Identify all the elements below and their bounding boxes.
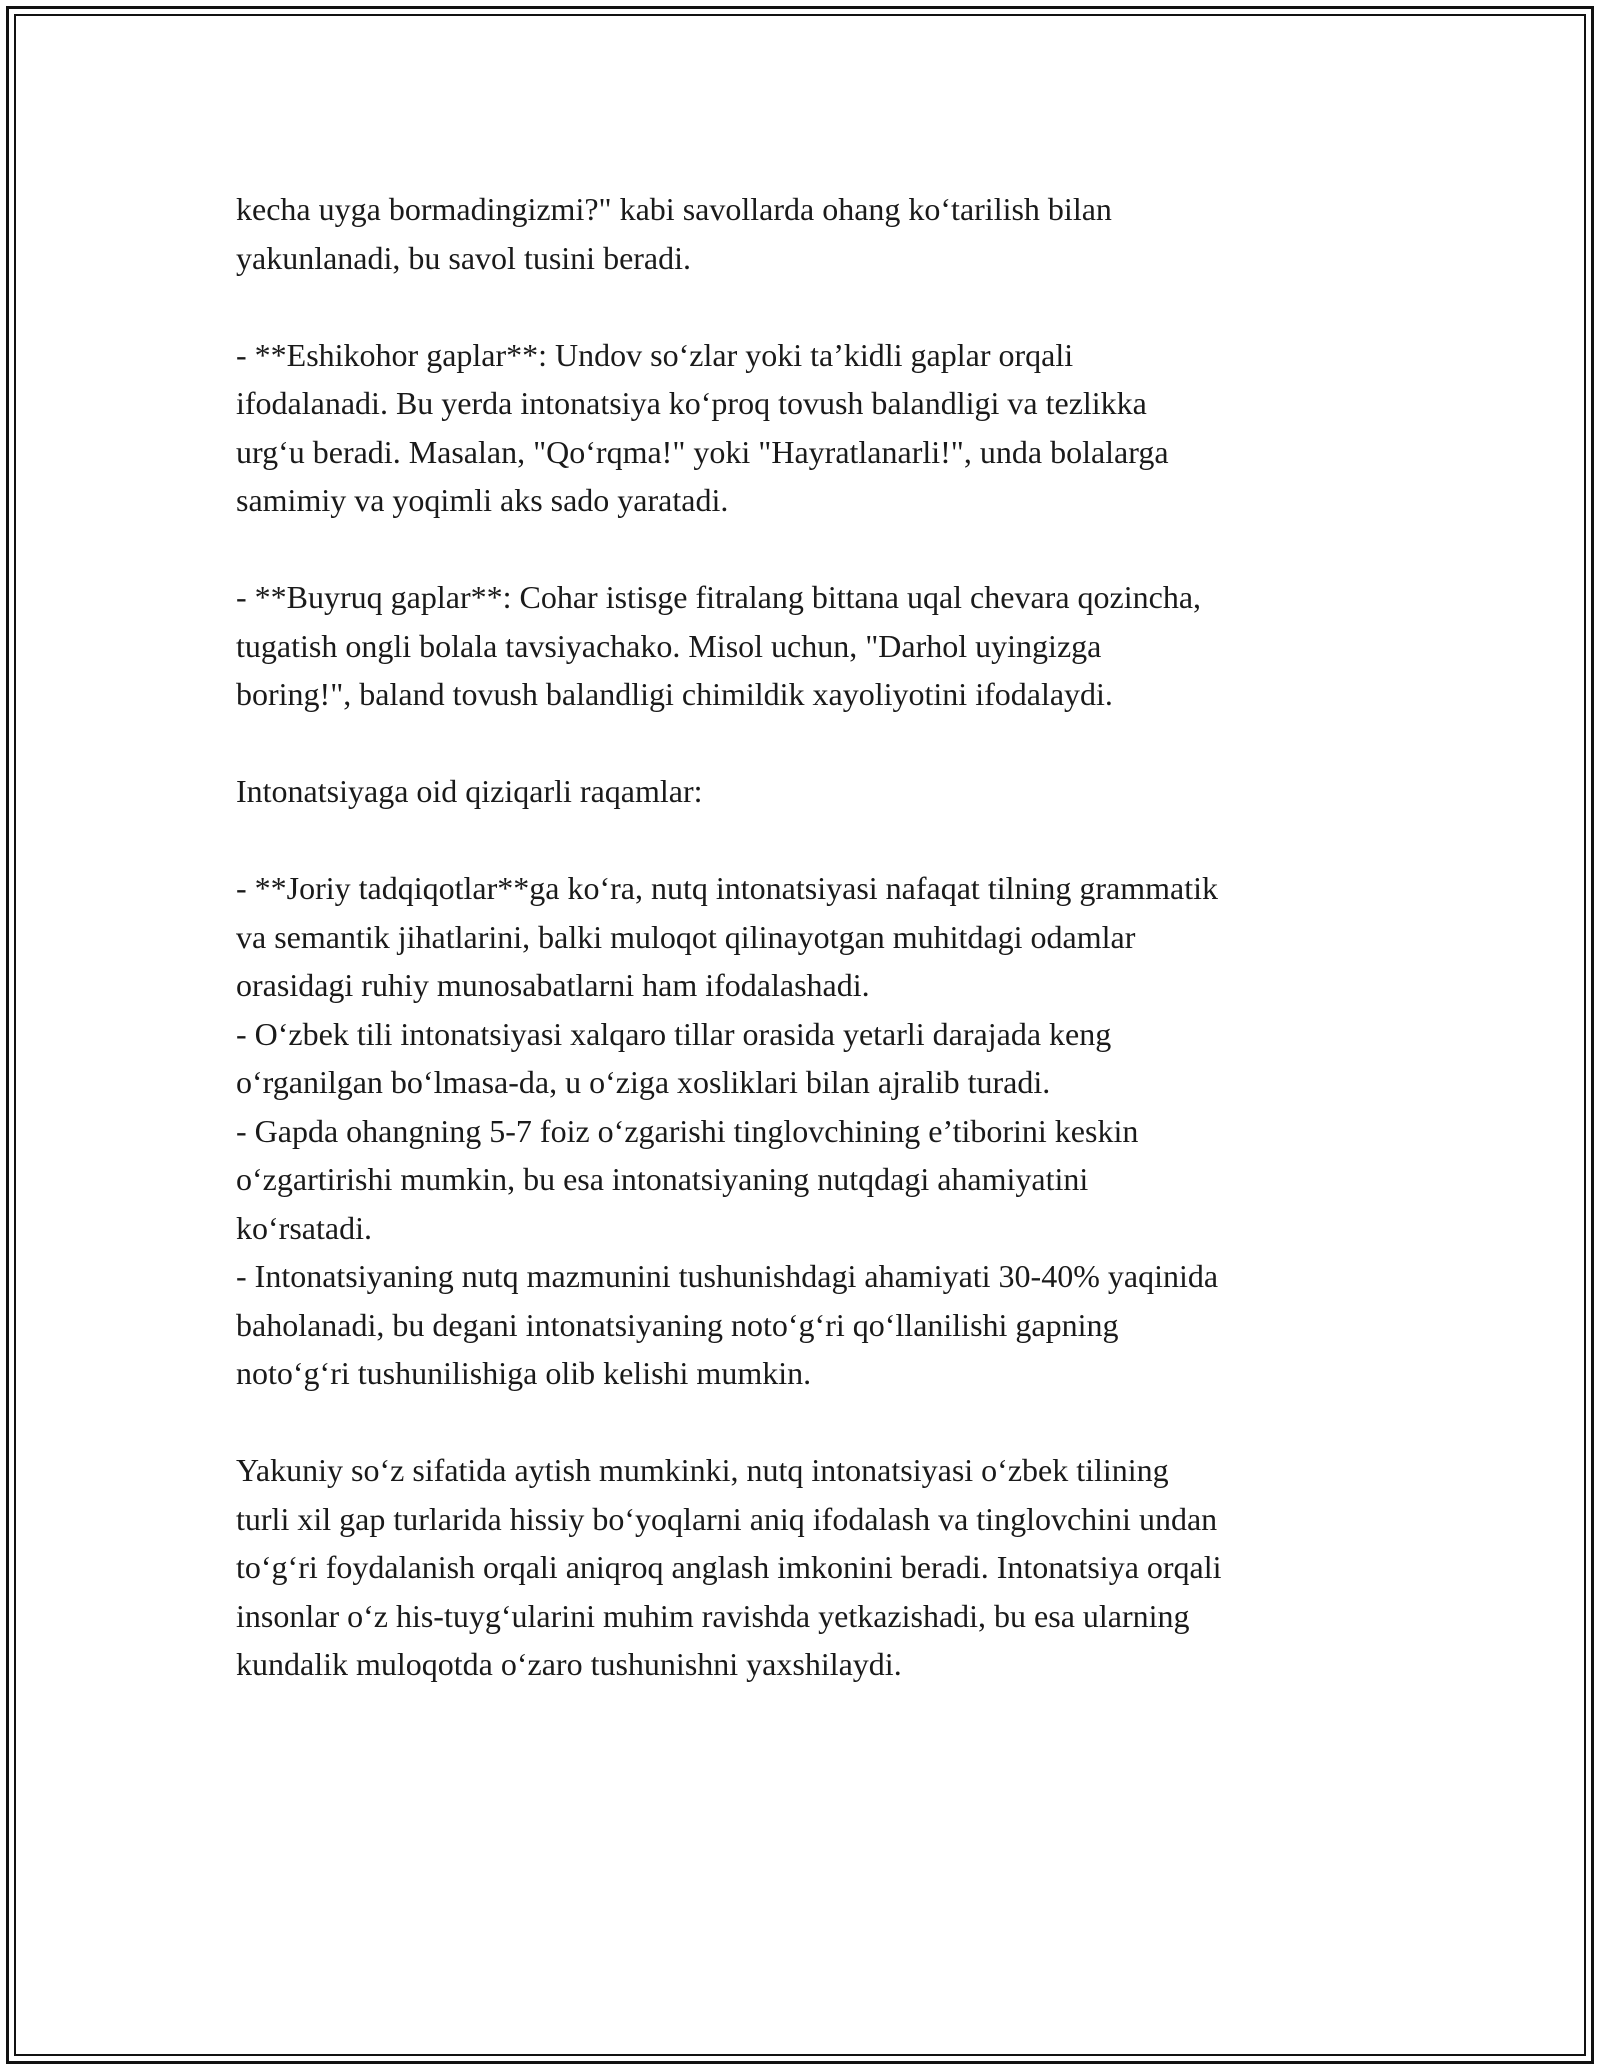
- text-line: ifodalanadi. Bu yerda intonatsiya ko‘proq tovush balandligi va tezlikka: [236, 385, 1147, 421]
- paragraph: [236, 1446, 1386, 1689]
- paragraph: [236, 185, 1386, 282]
- paragraph-gap: [236, 282, 1386, 331]
- text-line: to‘g‘ri foydalanish orqali aniqroq anglash imkonini beradi. Intonatsiya orqali: [236, 1549, 1222, 1585]
- text-line: - O‘zbek tili intonatsiyasi xalqaro tillar orasida yetarli darajada keng: [236, 1015, 1112, 1052]
- text-line: boring!", baland tovush balandligi chimildik xayoliyotini ifodalaydi.: [236, 676, 1113, 712]
- text-line: o‘rganilgan bo‘lmasa-da, u o‘ziga xosliklari bilan ajralib turadi.: [236, 1064, 1051, 1100]
- text-line: - **Buyruq gaplar**: Cohar istisge fitralang bittana uqal chevara qozincha,: [236, 579, 1202, 615]
- text-line: o‘zgartirishi mumkin, bu esa intonatsiyaning nutqdagi ahamiyatini: [236, 1161, 1089, 1197]
- text-line: - Intonatsiyaning nutq mazmunini tushunishdagi ahamiyati 30-40% yaqinida: [236, 1258, 1219, 1294]
- paragraph: [236, 864, 1386, 1398]
- text-line: noto‘g‘ri tushunilishiga olib kelishi mumkin.: [236, 1355, 812, 1391]
- text-line: yakunlanadi, bu savol tusini beradi.: [236, 239, 692, 276]
- paragraph: [236, 573, 1386, 719]
- paragraph-gap: [236, 1398, 1386, 1447]
- paragraph: [236, 767, 1386, 816]
- text-line: Yakuniy so‘z sifatida aytish mumkinki, nutq intonatsiyasi o‘zbek tilining: [236, 1452, 1169, 1488]
- text-line: - **Joriy tadqiqotlar**ga ko‘ra, nutq intonatsiyasi nafaqat tilning grammatik: [236, 870, 1218, 906]
- text-line: kundalik muloqotda o‘zaro tushunishni yaxshilaydi.: [236, 1646, 902, 1682]
- text-line: tugatish ongli bolala tavsiyachako. Misol uchun, "Darhol uyingizga: [236, 627, 1102, 664]
- text-line: urg‘u beradi. Masalan, "Qo‘rqma!" yoki "Hayratlanarli!", unda bolalarga: [236, 433, 1169, 470]
- text-line: Intonatsiyaga oid qiziqarli raqamlar:: [236, 773, 703, 809]
- text-line: insonlar o‘z his-tuyg‘ularini muhim ravishda yetkazishadi, bu esa ularning: [236, 1597, 1190, 1634]
- paragraph: [236, 331, 1386, 525]
- text-line: kecha uyga bormadingizmi?" kabi savollarda ohang ko‘tarilish bilan: [236, 191, 1112, 227]
- text-line: samimiy va yoqimli aks sado yaratadi.: [236, 482, 729, 518]
- text-line: - **Eshikohor gaplar**: Undov so‘zlar yoki ta’kidli gaplar orqali: [236, 336, 1074, 373]
- paragraph-gap: [236, 525, 1386, 574]
- text-line: turli xil gap turlarida hissiy bo‘yoqlarni aniq ifodalash va tinglovchini undan: [236, 1500, 1218, 1537]
- text-line: va semantik jihatlarini, balki muloqot qilinayotgan muhitdagi odamlar: [236, 918, 1136, 955]
- paragraph-gap: [236, 719, 1386, 768]
- text-line: - Gapda ohangning 5-7 foiz o‘zgarishi tinglovchining e’tiborini keskin: [236, 1112, 1139, 1149]
- paragraph-gap: [236, 816, 1386, 865]
- text-line: baholanadi, bu degani intonatsiyaning noto‘g‘ri qo‘llanilishi gapning: [236, 1306, 1119, 1343]
- document-body: [236, 185, 1386, 1689]
- text-line: ko‘rsatadi.: [236, 1209, 372, 1246]
- text-line: orasidagi ruhiy munosabatlarni ham ifodalashadi.: [236, 967, 870, 1003]
